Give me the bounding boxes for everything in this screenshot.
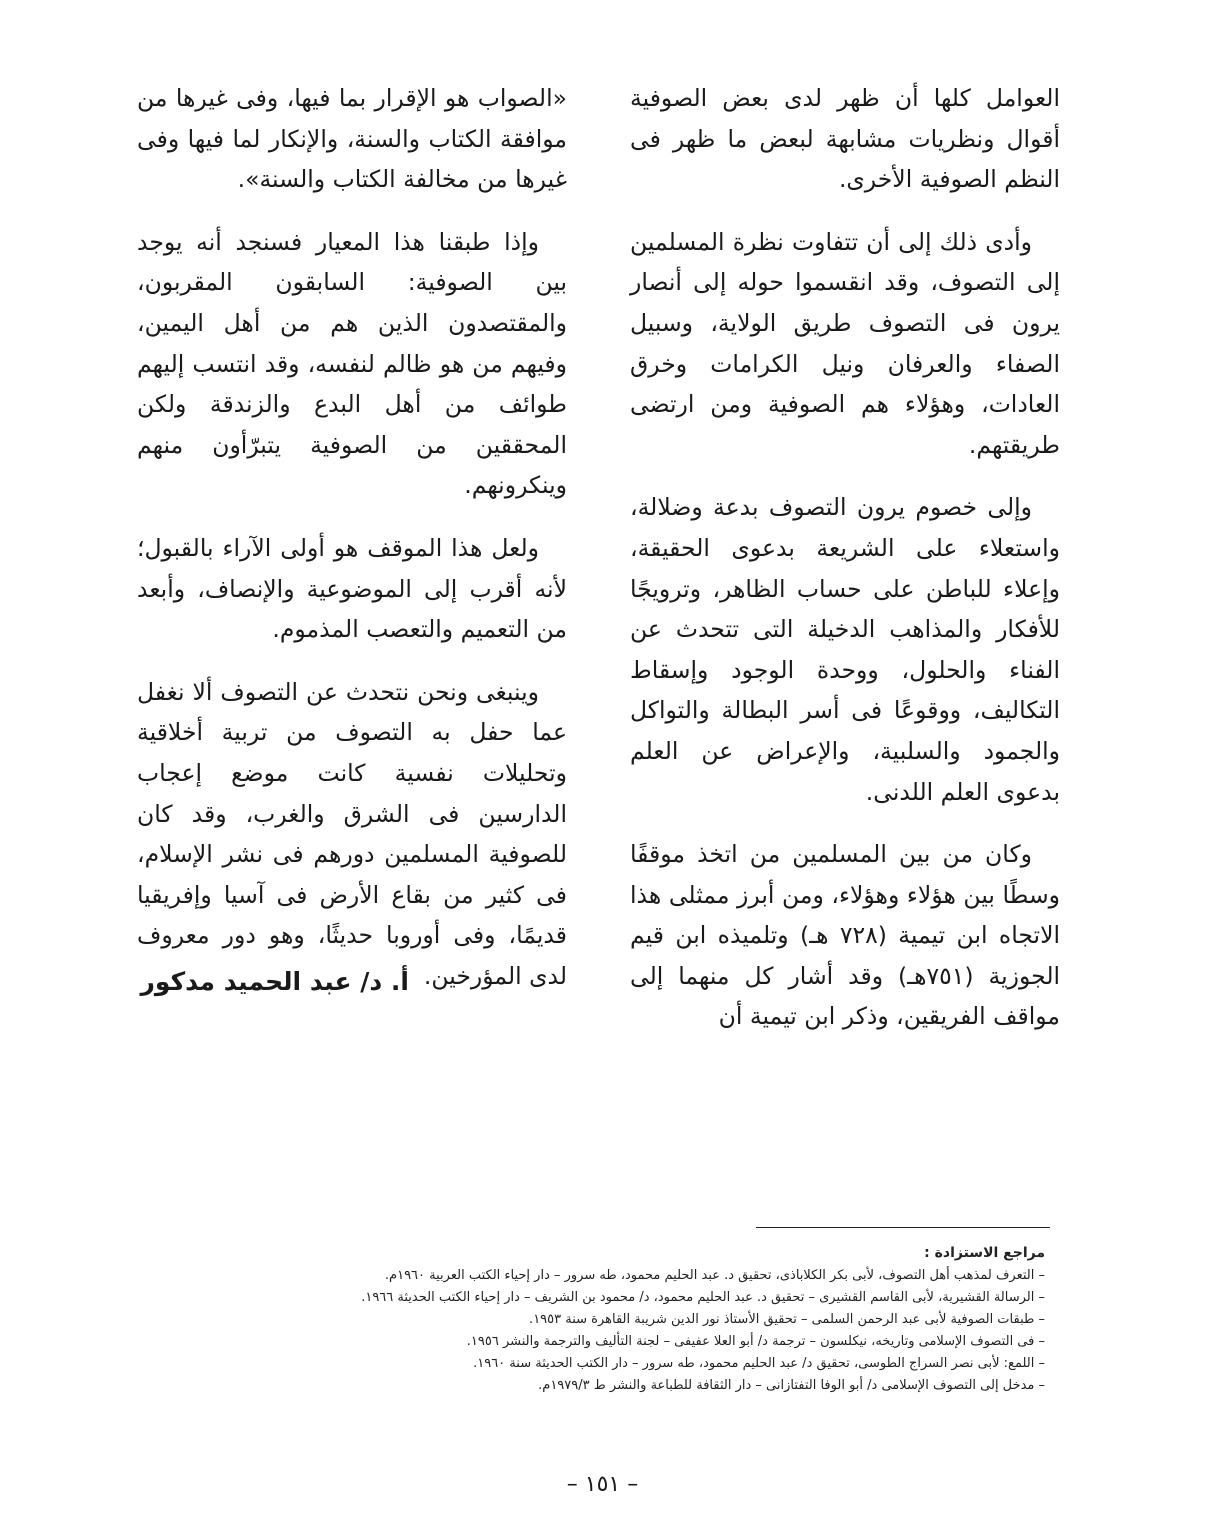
right-paragraph-4: وكان من بين المسلمين من اتخذ موقفًا وسطًا بين هؤلاء وهؤلاء، ومن أبرز ممثلى هذا الاتجاه ابن تيمية (٧٢٨ هـ) وتلميذه ابن قيم الجوزية (٧٥١هـ) وقد أشار كل منهما إلى مواقف الفريقين، وذكر ابن تيمية أن bbox=[630, 840, 1061, 1031]
reference-item: – طبقات الصوفية لأبى عبد الرحمن السلمى – تحقيق الأستاذ نور الدين شريبة القاهرة سنة ١٩٥٣. bbox=[145, 1309, 1045, 1331]
author-signature: أ. د/ عبد الحميد مدكور bbox=[140, 967, 409, 996]
footnote-divider bbox=[756, 1227, 1050, 1228]
left-column bbox=[137, 78, 567, 1018]
left-paragraph-4: وينبغى ونحن نتحدث عن التصوف ألا نغفل عما حفل به التصوف من تربية أخلاقية وتحليلات نفسية كانت موضع إعجاب الدارسين فى الشرق والغرب، وقد كان للصوفية المسلمين دورهم فى نشر الإسلام، فى كثير من بقاع الأرض فى آسيا وإفريقيا قديمًا، وفى أوروبا حديثًا، وهو دور معروف لدى المؤرخين. bbox=[137, 677, 567, 990]
left-paragraph-3: ولعل هذا الموقف هو أولى الآراء بالقبول؛ لأنه أقرب إلى الموضوعية والإنصاف، وأبعد من التعميم والتعصب المذموم. bbox=[137, 533, 567, 644]
right-column bbox=[630, 78, 1060, 1059]
right-paragraph-2: وأدى ذلك إلى أن تتفاوت نظرة المسلمين إلى التصوف، وقد انقسموا حوله إلى أنصار يرون فى التصوف طريق الولاية، وسبيل الصفاء والعرفان ونيل الكرامات وخرق العادات، وهؤلاء هم الصوفية ومن ارتضى طريقتهم. bbox=[630, 227, 1060, 459]
left-paragraph-1: «الصواب هو الإقرار بما فيها، وفى غيرها من موافقة الكتاب والسنة، والإنكار لما فيها وفى غيرها من مخالفة الكتاب والسنة». bbox=[137, 84, 567, 194]
reference-item: – التعرف لمذهب أهل التصوف، لأبى بكر الكلاباذى، تحقيق د. عبد الحليم محمود، طه سرور – دار إحياء الكتب العربية ١٩٦٠م. bbox=[145, 1265, 1045, 1287]
reference-item: – فى التصوف الإسلامى وتاريخه، نيكلسون – ترجمة د/ أبو العلا عفيفى – لجنة التأليف والترجمة والنشر ١٩٥٦. bbox=[145, 1331, 1045, 1353]
references-list bbox=[145, 1265, 1045, 1397]
left-paragraph-2: وإذا طبقنا هذا المعيار فسنجد أنه يوجد بين الصوفية: السابقون المقربون، والمقتصدون الذين هم من أهل اليمين، وفيهم من هو ظالم لنفسه، وقد انتسب إليهم طوائف من أهل البدع والزندقة ولكن المحققين من الصوفية يتبرّأون منهم وينكرونهم. bbox=[137, 227, 567, 500]
reference-item: – الرسالة القشيرية، لأبى القاسم القشيرى – تحقيق د. عبد الحليم محمود، د/ محمود بن الشريف – دار إحياء الكتب الحديثة ١٩٦٦. bbox=[145, 1287, 1045, 1309]
references-title: مراجع الاستزادة : bbox=[924, 1245, 1045, 1261]
references-section bbox=[145, 1242, 1045, 1397]
right-paragraph-3: وإلى خصوم يرون التصوف بدعة وضلالة، واستعلاء على الشريعة بدعوى الحقيقة، وإعلاء للباطن على حساب الظاهر، وترويجًا للأفكار والمذاهب الدخيلة التى تتحدث عن الفناء والحلول، ووحدة الوجود وإسقاط التكاليف، ووقوعًا فى أسر البطالة والتواكل والجمود والسلبية، والإعراض عن العلم بدعوى العلم اللدنى. bbox=[630, 493, 1060, 806]
page-number: – ١٥١ – bbox=[566, 1472, 639, 1497]
reference-item: – مدخل إلى التصوف الإسلامى د/ أبو الوفا التفتازانى – دار الثقافة للطباعة والنشر ط ١٩٧٩/٣م. bbox=[145, 1375, 1045, 1397]
reference-item: – اللمع: لأبى نصر السراج الطوسى، تحقيق د/ عبد الحليم محمود، طه سرور – دار الكتب الحديثة سنة ١٩٦٠. bbox=[145, 1353, 1045, 1375]
right-paragraph-1: العوامل كلها أن ظهر لدى بعض الصوفية أقوال ونظريات مشابهة لبعض ما ظهر فى النظم الصوفية الأخرى. bbox=[630, 84, 1060, 194]
